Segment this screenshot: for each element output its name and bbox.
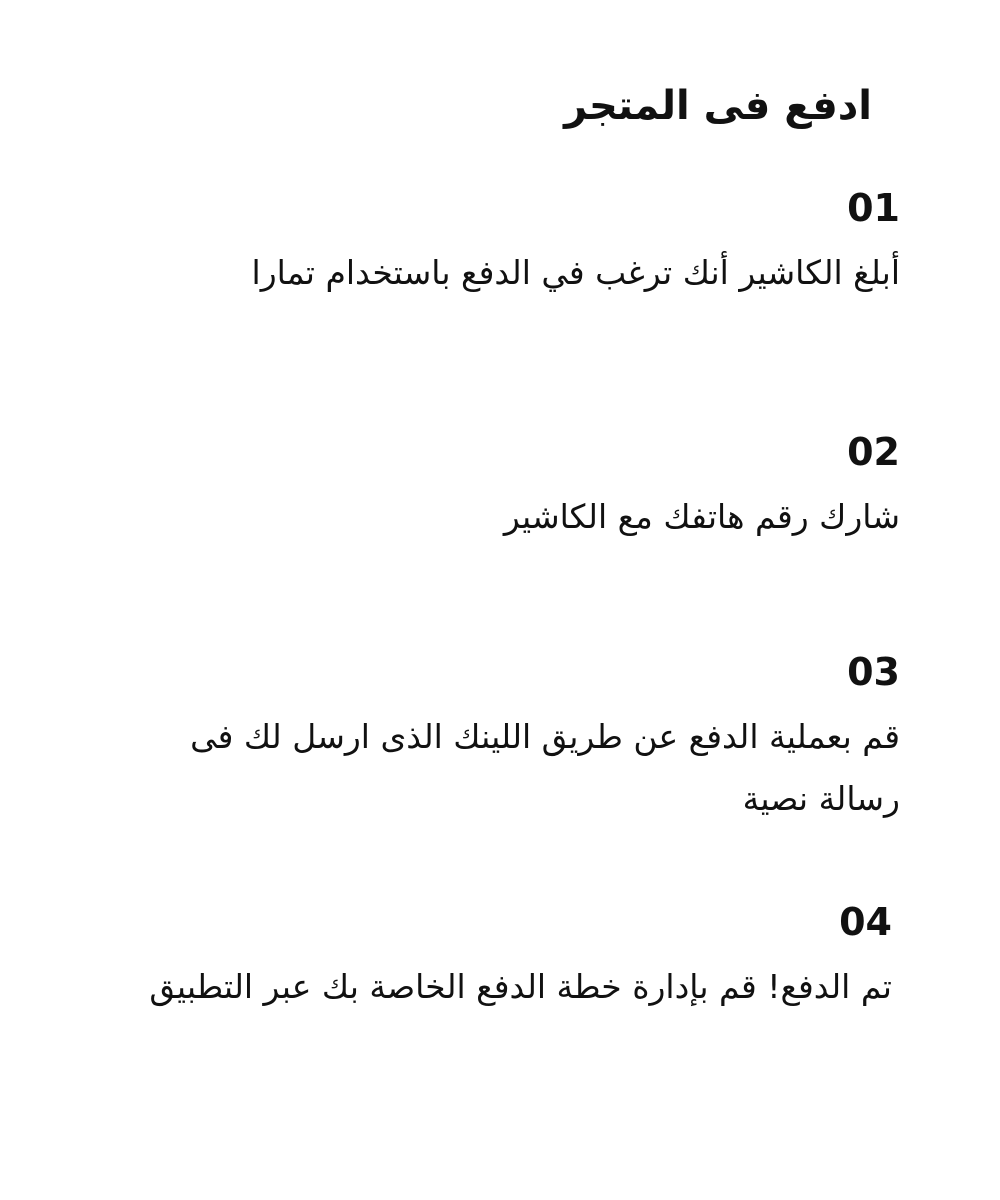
step-2 — [160, 428, 900, 548]
step-number: 01 — [847, 186, 900, 230]
step-1 — [160, 184, 900, 304]
step-number: 02 — [847, 430, 900, 474]
step-3 — [140, 648, 900, 830]
step-number: 04 — [839, 900, 892, 944]
step-text: شارك رقم هاتفك مع الكاشير — [503, 497, 900, 536]
step-number: 03 — [847, 650, 900, 694]
step-text: أبلغ الكاشير أنك ترغب في الدفع باستخدام تمارا — [251, 253, 900, 292]
step-text: تم الدفع! قم بإدارة خطة الدفع الخاصة بك عبر التطبيق — [149, 967, 892, 1006]
page-title: ادفع فى المتجر — [564, 83, 872, 129]
step-4 — [132, 898, 892, 1018]
step-text: قم بعملية الدفع عن طريق اللينك الذى ارسل لك فى رسالة نصية — [190, 717, 900, 818]
